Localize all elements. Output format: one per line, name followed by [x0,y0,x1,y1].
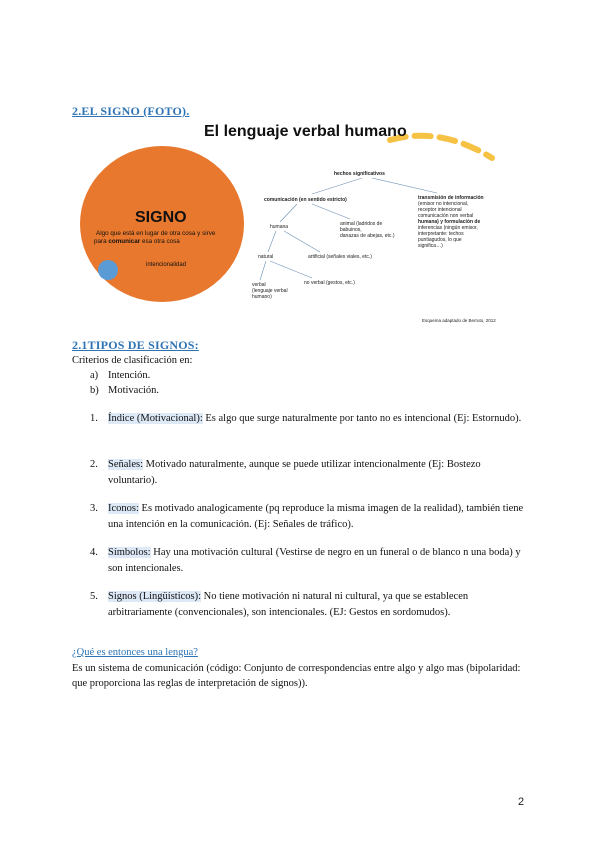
svg-text:danazas de abejas, etc.): danazas de abejas, etc.) [340,233,395,239]
blue-dot [98,260,118,280]
sign-type-term: Signos (Lingüísticos): [108,591,202,602]
sign-type-term: Índice (Motivacional): [108,413,203,424]
sign-type-desc: No tiene motivación ni natural ni cultural, ya que se establecen arbitrariamente (convencionales), son intencionales. (EJ: Gestos en sordomudos). [108,591,469,618]
sign-type-term: Símbolos: [108,547,151,558]
list-item [90,383,159,398]
svg-text:puntiagudos, lo que: puntiagudos, lo que [418,237,462,243]
no-verbal-label: no verbal (gestos, etc.) [304,280,355,286]
humana-label: humana [270,224,289,230]
sign-diagram-figure [72,118,526,330]
sign-type-term: Señales: [108,459,143,470]
comunicacion-label: comunicación (en sentido estricto) [264,197,347,203]
criteria-list [90,368,159,398]
list-number: 4. [90,547,98,558]
sign-type-item [90,589,530,620]
question-heading: ¿Qué es entonces una lengua? [72,647,198,658]
list-marker: a) [90,370,99,381]
sign-type-item [90,411,530,427]
list-number: 3. [90,503,98,514]
list-number: 5. [90,591,98,602]
verbal-label [252,282,288,300]
list-number: 2. [90,459,98,470]
sign-type-desc: Hay una motivación cultural (Vestirse de negro en un funeral o de blanco n una boda) y son intencionales. [108,547,521,574]
sign-type-item [90,501,530,532]
sign-type-desc: Motivado naturalmente, aunque se puede utilizar intencionalmente (Ej: Bostezo voluntario). [108,459,481,486]
natural-label: natural [258,254,274,260]
svg-text:(lenguaje verbal: (lenguaje verbal [252,288,288,294]
diagram-title: El lenguaje verbal humano [204,123,407,140]
svg-text:babuinos,: babuinos, [340,227,362,233]
sign-type-desc: Es motivado analogicamente (pq reproduce la misma imagen de la realidad), también tiene una intención en la comunicación. (Ej: Señales de tráfico). [108,503,524,530]
source-note: Esquema adaptado de Berruto, 2012 [422,318,496,323]
criteria-intro: Criterios de clasificación en: [72,355,193,366]
list-item-text: Intención. [108,370,151,381]
sign-type-term: Iconos: [108,503,139,514]
svg-text:inferencias (ningún emisor,: inferencias (ningún emisor, [418,225,478,231]
svg-text:transmisión de información: transmisión de información [418,195,484,201]
transmision-label [418,195,484,249]
intencionalidad-label: intencionalidad [146,262,187,268]
svg-text:comunicación non verbal: comunicación non verbal [418,213,474,219]
svg-text:(emisor no intencional,: (emisor no intencional, [418,201,469,207]
svg-text:interpretante: techos: interpretante: techos [418,231,464,237]
sign-type-item [90,545,530,576]
list-item-text: Motivación. [108,385,160,396]
svg-text:verbal: verbal [252,282,266,288]
page-number: 2 [518,796,525,808]
section-heading-types: 2.1TIPOS DE SIGNOS: [72,338,199,352]
svg-text:humana) y formulación de: humana) y formulación de [418,219,481,225]
svg-text:receptor intencional: receptor intencional [418,207,462,213]
svg-text:significa…): significa…) [418,243,443,249]
sign-type-item [90,457,530,488]
artificial-label: artificial (señales viales, etc.) [308,254,372,260]
list-number: 1. [90,413,98,424]
svg-text:animal (ladridos de: animal (ladridos de [340,221,383,227]
svg-text:humano): humano) [252,294,272,300]
circle-title: SIGNO [135,209,187,226]
list-marker: b) [90,385,99,396]
answer-paragraph: Es un sistema de comunicación (código: Conjunto de correspondencias entre algo y algo mas (bipolaridad: que proporciona las reglas de interpretación de signos)). [72,663,521,689]
list-item [90,368,159,383]
section-heading-sign: 2.EL SIGNO (FOTO). [72,104,190,118]
hechos-label: hechos significativos [334,171,385,177]
animal-label [340,221,395,239]
circle-definition-line1: Algo que está en lugar de otra cosa y sirve [96,230,216,237]
sign-type-desc: Es algo que surge naturalmente por tanto no es intencional (Ej: Estornudo). [202,413,522,424]
circle-definition-line2: para comunicar esa otra cosa [94,238,180,245]
